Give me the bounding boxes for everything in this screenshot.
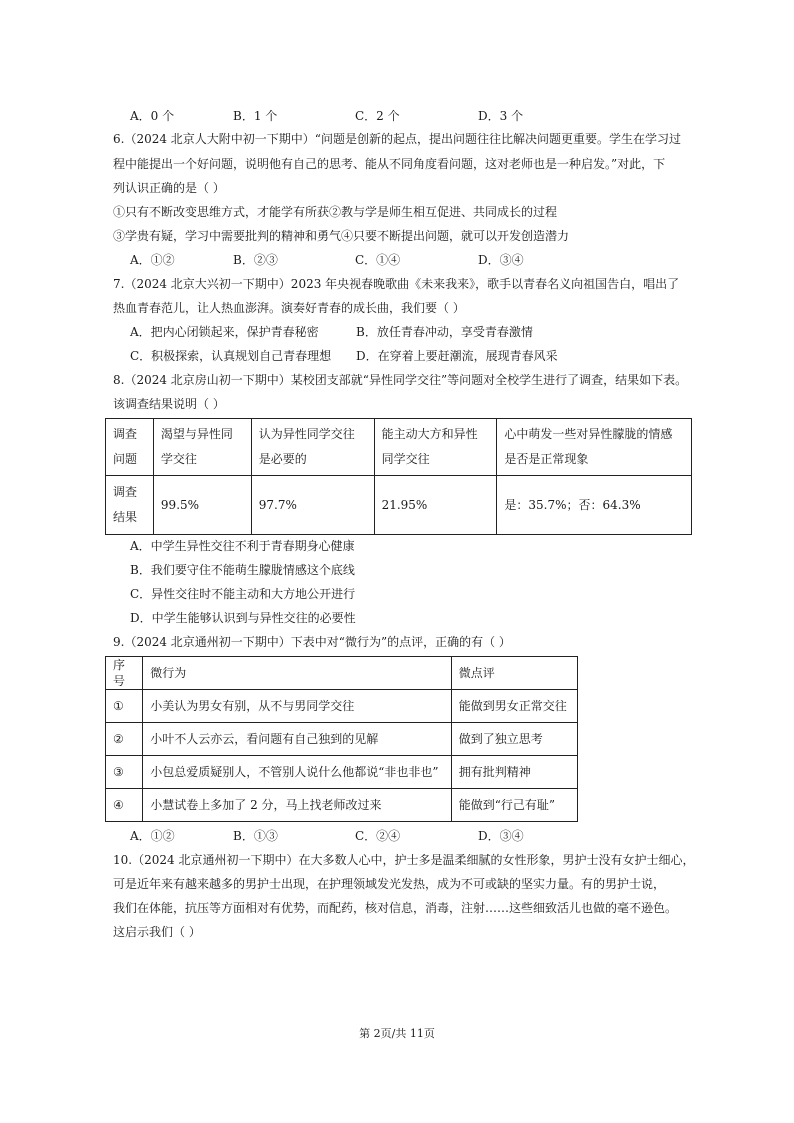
table-row [106,723,578,756]
survey-result-row [106,476,692,535]
q7-stem-line-2: 热血青春范儿，让人热血澎湃。演奏好青春的成长曲，我们要（ ） [113,301,465,315]
q8-option-c[interactable]: C．异性交往时不能主动和大方地公开进行 [130,587,356,601]
q5-option-c[interactable]: C．2 个 [355,109,400,123]
q7-options-row-1 [130,324,750,340]
q10-stem-line-4: 这启示我们（ ） [113,925,201,939]
table-row [106,690,578,723]
survey-result-cell: 99.5% [153,476,251,535]
q9-option-c[interactable]: C．②④ [355,829,401,843]
q9-options [130,828,730,844]
q10-stem-line-2: 可是近年来有越来越多的男护士出现，在护理领域发光发热，成为不可或缺的坚实力量。有的男护士说， [113,877,666,891]
q6-option-a[interactable]: A．①② [130,253,175,267]
q6-stem-line-2: 程中能提出一个好问题，说明他有自己的思考、能从不同角度看问题，这对老师也是一种启发。”对此，下 [113,157,666,171]
survey-row-header: 调查 问题 [106,419,154,476]
row-comment: 能做到男女正常交往 [451,690,577,723]
micro-behavior-table [105,656,578,822]
row-index: ④ [106,789,143,822]
q5-options [130,108,730,124]
q7-option-a[interactable]: A．把内心闭锁起来，保护青春秘密 [130,325,319,339]
survey-result-cell: 97.7% [251,476,374,535]
header-behavior: 微行为 [143,657,451,690]
q8-option-b[interactable]: B．我们要守住不能萌生朦胧情感这个底线 [130,563,355,577]
row-index: ① [106,690,143,723]
survey-question-cell: 能主动大方和异性 同学交往 [374,419,497,476]
survey-question-cell: 渴望与异性同 学交往 [153,419,251,476]
q7-options-row-2 [130,348,750,364]
table-row [106,756,578,789]
row-index: ③ [106,756,143,789]
q8-option-a[interactable]: A．中学生异性交往不利于青春期身心健康 [130,539,355,553]
q7-stem-line-1: 7.（2024 北京大兴初一下期中）2023 年央视春晚歌曲《未来我来》，歌手以青春名义向祖国告白，唱出了 [113,277,680,291]
row-comment: 能做到“行己有耻” [451,789,577,822]
survey-result-cell: 21.95% [374,476,497,535]
survey-question-row [106,419,692,476]
q6-options [130,252,730,268]
header-index: 序号 [106,657,143,690]
q9-option-d[interactable]: D．③④ [478,829,524,843]
row-behavior: 小慧试卷上多加了 2 分，马上找老师改过来 [143,789,451,822]
q8-stem-line-2: 该调查结果说明（ ） [113,397,225,411]
survey-result-cell: 是：35.7%；否：64.3% [497,476,692,535]
row-behavior: 小包总爱质疑别人，不管别人说什么他都说“非也非也” [143,756,451,789]
q8-stem-line-1: 8.（2024 北京房山初一下期中）某校团支部就“异性同学交往”等问题对全校学生进行了调查，结果如下表。 [113,373,688,387]
q8-option-d[interactable]: D．中学生能够认识到与异性交往的必要性 [130,611,356,625]
q7-option-c[interactable]: C．积极探索，认真规划自己青春理想 [130,349,332,363]
q5-option-d[interactable]: D．3 个 [478,109,524,123]
row-behavior: 小美认为男女有别，从不与男同学交往 [143,690,451,723]
q6-option-d[interactable]: D．③④ [478,253,524,267]
table-header-row [106,657,578,690]
q5-option-a[interactable]: A．0 个 [130,109,175,123]
q6-stem-line-1: 6.（2024 北京人大附中初一下期中）“问题是创新的起点，提出问题往往比解决问题更重要。学生在学习过 [113,132,681,146]
survey-row-header: 调查 结果 [106,476,154,535]
q9-stem: 9.（2024 北京通州初一下期中）下表中对“微行为”的点评，正确的有（ ） [113,635,511,649]
q6-option-c[interactable]: C．①④ [355,253,401,267]
q9-option-b[interactable]: B．①③ [233,829,278,843]
survey-question-cell: 心中萌发一些对异性朦胧的情感 是否是正常现象 [497,419,692,476]
row-index: ② [106,723,143,756]
survey-table [105,418,692,535]
q7-option-d[interactable]: D．在穿着上要赶潮流，展现青春风采 [356,349,558,363]
row-comment: 拥有批判精神 [451,756,577,789]
row-comment: 做到了独立思考 [451,723,577,756]
q6-statements-line-2: ③学贵有疑，学习中需要批判的精神和勇气④只要不断提出问题，就可以开发创造潜力 [113,229,570,243]
q10-stem-line-3: 我们在体能，抗压等方面相对有优势，而配药，核对信息，消毒，注射……这些细致活儿也做的毫不逊色。 [113,901,678,915]
page-number: 第 2页/共 11页 [359,1027,435,1040]
q10-stem-line-1: 10.（2024 北京通州初一下期中）在大多数人心中，护士多是温柔细腻的女性形象，男护士没有女护士细心， [113,853,695,867]
q5-option-b[interactable]: B．1 个 [233,109,278,123]
header-comment: 微点评 [451,657,577,690]
survey-question-cell: 认为异性同学交往 是必要的 [251,419,374,476]
q6-stem-line-3: 列认识正确的是（ ） [113,181,225,195]
table-row [106,789,578,822]
q7-option-b[interactable]: B．放任青春冲动，享受青春激情 [356,325,533,339]
q6-statements-line-1: ①只有不断改变思维方式，才能学有所获②教与学是师生相互促进、共同成长的过程 [113,205,558,219]
q6-option-b[interactable]: B．②③ [233,253,278,267]
q9-option-a[interactable]: A．①② [130,829,175,843]
row-behavior: 小叶不人云亦云，看问题有自己独到的见解 [143,723,451,756]
